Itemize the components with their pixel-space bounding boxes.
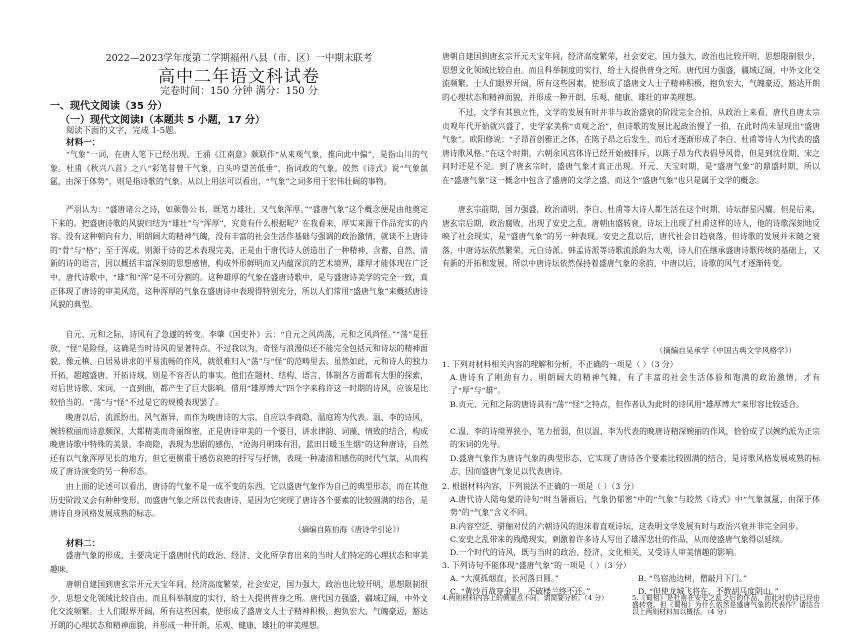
question-2-option-b: B.内容空泛、骈俪对仗的六朝诗风的泡沫着直观诗坛，这表明文学发展有时与政治兴衰并非完全同步。 (450, 522, 804, 531)
material-1-para: 晚唐以后，流派纷出，风气渐异，而作为晚唐诗的大宗，自应以李商隐、温庭筠为代表。温、李的诗风，婉转秾丽而诗意颇深，大都精美而奇丽绵密，正是唐诗审美的一个要目，讲求律韵、词藻、情致的结合，构成晚唐诗歌中特殊的美景。李商隐，表现为悲剧的感伤，“沧海月明珠有泪，蓝田日暖玉生烟”的这种唐诗，自然还有以气象浑厚见长的地方，但它更侧重于感伤哀艳的抒写与抒情，表现一种凄清和感伤的时代气氛，从而构成了唐诗演变的另一种形态。 (50, 413, 428, 477)
material-2-para: 不过，文学有其独立性，文学的发展有时并非与政治盛衰的阶段完全合拍，从政治上来看，唐代自唐太宗贞观年代开始就兴盛了，史学家美称“贞观之治”，但诗歌的发展比起政治慢了一拍，在此时尚未显现出“盛唐气象”。欧阳修说：“子昂首创雅正之体，在陈子昂之后发生，而后才逐渐形成了李白、杜甫等诗人为代表的盛唐诗歌风格。”在这个时期，六朝余风宫体诗已经开始被排斥，以陈子昂为代表倡导风骨，但是到沈佺期、宋之问时还是不足。到了唐玄宗时，盛唐气象才真正出现。开元、天宝时期，是“盛唐气象”的鼎盛时期，所以在“盛唐气象”这一概念中包含了盛唐的文学之盛，而这个“盛唐气象”也只是属于文学的概念。 (442, 108, 820, 185)
material-2-para: 唐朝自建国到唐玄宗开元天宝年间，经济高度繁荣，社会安定，国力强大，政治也比较开明，思想限制很少，思想文化领域比较自由。而且科举制度的实行，给士人提供普身之所。唐代国力强盛，疆域辽阔，中外文化交流频繁。士人们眼界开阔，所有这些因素，使形成了盛唐文人士子精神积极，抱负宏大，气魄豪迈，豁达开朗的心理状态和精神面貌，并形成一种开朗、乐观、健康、雄壮的审美理想。 (50, 580, 428, 630)
question-1-option-a: A.唐诗有了刚劲有力、明朗阔大的精神气魄，有了丰富的社会生活体验和饱满的政治激情，才有了“厚”与“雄”。 (450, 373, 820, 395)
material-1-para: “气象”一词，在唐人笔下已经出现。王涌《江南意》颇联作“从来观气象，推向此中偏”，是指山川的气象。杜甫《秋兴八首》之八“彩笔昔曾干气象，白头吟望苦低垂”，指词政的气象。皎然《诗式》说“气象氤氲，由深于体势”，则是指诗歌的气象。从以上用法可以看出，“气象”之词多用于宏伟壮阔的事物。 (50, 150, 428, 187)
material-2-para-continued: 唐朝自建国到唐玄宗开元天宝年间，经济高度繁荣，社会安定，国力强大，政治也比较开明，思想限制很少，思想文化领域比较自由。而且科举制度的实行，给士人提供普身之所。唐代国力强盛，疆域辽阔，中外文化交流频繁。士人们眼界开阔，所有这些因素，使形成了盛唐文人士子精神积极，抱负宏大，气魄豪迈，豁达开朗的心理状态和精神面貌，并形成一种开朗、乐观、健康、雄壮的审美理想。 (442, 52, 820, 102)
question-2-option-d: D.一个时代的诗风，既与当时的政治、经济、文化相关，又受诗人审美情趣的影响。 (450, 548, 741, 557)
material-1-para: 严羽认为：“盛唐诸公之诗，如颜鲁公书，既笔力雄壮，又气象浑厚。”“盛唐气象”这个概念便是由他奠定下来的。把盛唐诗歌的风貌归结为“雄壮”与“浑厚”，究竟有什么根据呢？在我看来，厚实来源于作品充实的内容。没有这种朝向有力、明朗阔大的精神气魄，没有丰富的社会生活作基础与强调的政治激情，就谈不上唐诗的“骨”与“格”；至于浑成，则源于诗的艺术表现完美，正是由于唐代诗人创造出了一种精神、含蓄、自然、清新的诗的语言，因以概括丰富深刻的思想感情，构成外形鲜明而又内蕴深沉的艺术境界，雄厚才能体现在广泛中，唐代诗歌中，“雄”和“浑”是不可分割的。这种雄厚的气象在盛唐诗歌中，是与盛唐诗美学的完全一致，真正体现了唐诗的审美风范，这种浑厚的气象在盛唐诗中表现得特别充分，所以人们常用“盛唐气象”来概括唐诗风貌的典型。 (50, 205, 428, 310)
sub-section-heading: （一）现代文阅读Ⅰ（本题共 5 小题，17 分） (60, 115, 266, 126)
question-2-option-c: C.安史之乱带来的残酷现实，刺激着许多诗人写出了雄浑悲壮的作品，从而使盛唐气象得以延续。 (450, 535, 788, 544)
question-1-option-b: B.贞元、元和之际的唐诗具有“荡”“怪”之特点，但作者认为此时的诗风用“雄厚博大”来形容比较适合。 (450, 400, 804, 409)
material-2-para: 盛唐气象的形成，主要决定于盛唐时代的政治、经济、文化所孕育出来的当时人们特定的心理状态和审美趣味。 (50, 551, 428, 574)
question-3-option-c: C. “黄沙百战穿金甲，不破楼兰终不还。” (450, 587, 591, 596)
material-1-para: 自元、元和之际，诗风有了急遽的转变。李肇《国史补》云：“自元之风尚荡，元和之风尚怪。”“荡”是狂放，“怪”是险怪，这确是当时诗风的显著特点。不过我以为，奇怪与浪漫似还不能完全包括元和诗坛的精神面貌，像元稹、白居易讲求的平易流畅的作风，就很难归入“荡”与“怪”的范畴里去。虽然如此，元和诗人的独力开拓，超越盛唐、开拓诗域，则是不容否认的事实。他们在题材、结构、语言、体制各方面都有大胆的探索，对后世诗歌、宋词，一直到曲，都产生了巨大影响。借用“雄厚博大”四个字来称许这一时期的诗风，应该是比较恰当的。“荡”与“怪”不过是它的规模表现罢了。 (50, 330, 428, 407)
question-3-option-d: D. “但使龙城飞将在，不教胡马度阴山。” (638, 587, 779, 596)
material-1-label: 材料一： (66, 138, 101, 148)
instruction: 阅读下面的文字，完成 1-5题。 (66, 125, 182, 135)
material-2-label: 材料二： (66, 539, 101, 549)
exam-meta: 完卷时间：150 分钟 满分：150 分 (160, 86, 318, 97)
question-1-option-d: D.盛唐气象作为唐诗气象的典型形态，它实现了唐诗各个要素比较圆满的结合，是诗歌风格发展成熟的标志，因而盛唐气象足以代表唐诗。 (450, 454, 820, 476)
question-3-option-a: A. “大漠孤烟直，长河落日圆。” (450, 574, 559, 583)
question-3: 3. 下列诗句不能体现“盛唐气象”的一项是（ ）（3 分） (442, 561, 631, 570)
question-2: 2. 根据材料内容，下列说法不正确的一项是（ ）（3 分） (442, 482, 639, 491)
question-5: 5.《蜀相》是杜甫在安史之乱之后的作品，而此时的诗已经由盛转衰。但《蜀相》为什么依然是盛唐气象的代表作？请结合以上两则材料加以概括。（4 分） (632, 594, 820, 616)
material-2-para: 唐玄宗前期，国力强盛，政治清明，李白、杜甫等大诗人都生活在这个时期，诗坛群星闪耀。但是后来，唐玄宗后期，政治腐败，出现了安史之乱，唐朝由盛转衰，诗坛上出现了杜甫这样的诗人，他的诗歌深刻地反映了社会现实，是“盛唐气象”的另一种表现。安史之乱以后，唐代社会日趋衰落，但诗歌的发展并未随之衰落，中唐诗坛依然繁荣，元白诗派、韩孟诗派等诗歌流派蔚为大观，诗人们在继承盛唐诗歌传统的基础上，又有新的开拓和发展，所以中唐诗坛依然保持着盛唐气象的余韵，中唐以后，诗歌的风气才逐渐转变。 (442, 205, 820, 269)
question-1-option-c: C.温、李的诗境界狭小，笔力扭弱，但以温、李为代表的晚唐诗精深婉丽的作风，恰恰成了以婉约派为正宗的宋词的先导。 (450, 427, 820, 449)
question-2-option-a: A.唐代诗人陆龟蒙的诗句“时当暑雨后，气象仍郁密”中的“气象”与皎然《诗式》中“气象氤氲，由深于体势”的“气象”含义不同。 (450, 495, 820, 517)
question-4: 4.两则材料内容上的侧重点不同，请简要分析。（4 分） (442, 594, 608, 602)
question-3-option-b: B. “鸟宿池边树，僧敲月下门。” (638, 574, 747, 583)
exam-name: 2022—2023学年度第二学期福州八县（市、区）一中期末联考 (105, 53, 373, 64)
page-title: 高中二年语文科试卷 (158, 67, 320, 87)
material-1-source: （摘编自陈伯海《唐诗学引论》） (293, 525, 404, 534)
material-2-source: （摘编自吴承学《中国古典文学风格学》） (655, 346, 796, 355)
section-heading: 一、现代文阅读（35 分） (50, 101, 168, 112)
material-1-para: 由上面的论述可以看出，唐诗的气象不是一成不变的东西，它以盛唐气象作为自己的典型形态，而在其他历史阶段又会有种种变形。而盛唐气象之所以代表唐诗，是因为它突现了唐诗各个要素的比较圆满的结合，是唐诗自身风格发展成熟的标志。 (50, 482, 428, 519)
question-1: 1. 下列对材料相关内容的理解和分析，不正确的一项是（ ）（3 分） (442, 360, 678, 369)
